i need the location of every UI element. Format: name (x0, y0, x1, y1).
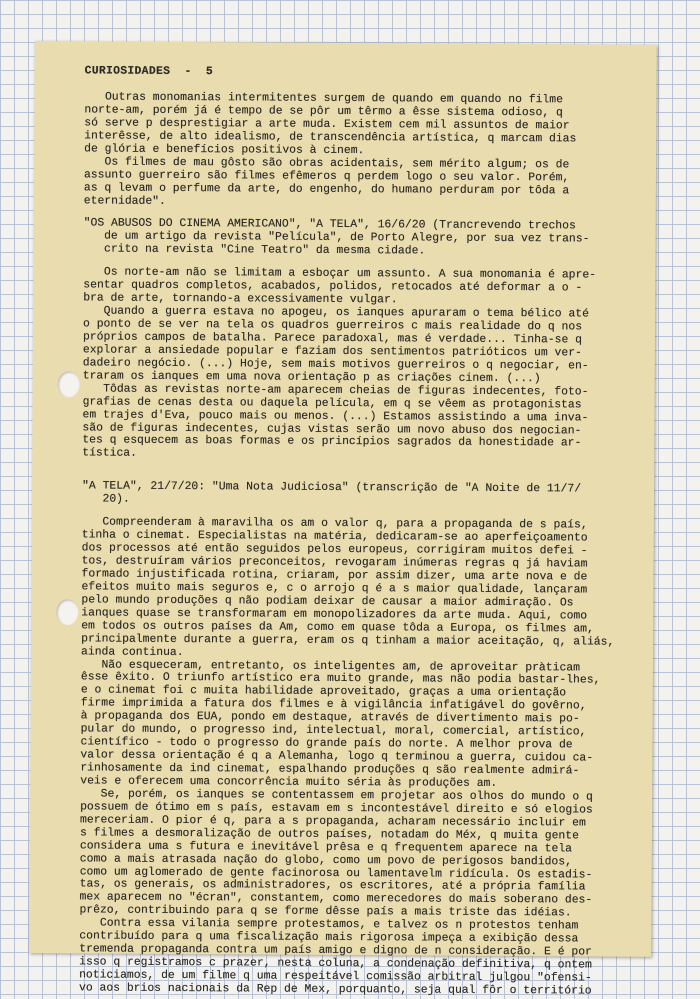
text-line: mex aparecem no "écran", constantem, como merecedores do mais soberano des- (79, 891, 593, 907)
text-line: em todos os outros países da Am, como em quase tôda a Europa, os filmes am, (81, 620, 594, 636)
text-line: dadeiro negócio. (...) Hoje, sem mais motivos guerreiros o q negociar, en- (82, 357, 589, 373)
text-line: noticiamos, de um filme q uma respeitável comissão arbitral julgou "ofensi- (79, 969, 592, 985)
text-line: Se, porém, os ianques se contentassem em projetar aos olhos do mundo o q (80, 788, 593, 804)
punch-hole (58, 371, 80, 397)
text-line: contribuído para q uma fiscalização mais rigorosa impeça a exibição dessa (79, 930, 579, 946)
text-line: Contra essa vilania sempre protestamos, e talvez os n protestos tenham (79, 917, 579, 933)
text-line: principalmente durante a guerra, eram os q tinham a maior aceitação, q, aliás, (81, 633, 615, 649)
text-line: considera uma s futura e inevitável prêsa e q frequentem aparece na tela (79, 840, 573, 856)
text-line: assunto guerreiro são filmes efêmeros q perdem logo o seu valor. Porém, (83, 169, 570, 185)
text-line: as q levam o perfume da arte, do engenho, do humano perduram por tôda a (83, 181, 570, 197)
text-line: êsse êxito. O triunfo artístico era muito grande, mas não podia bastar-lhes, (80, 671, 601, 688)
heading-line: "OS ABUSOS DO CINEMA AMERICANO", "A TELA", 16/6/20 (Trancrevendo trechos (83, 217, 576, 233)
section-body-abusos (82, 267, 663, 465)
text-line: s filmes a desmoralização de outros países, notadam do Méx, q muita gente (79, 827, 579, 843)
text-line: isso q registramos c prazer, nesta coluna, a condenação definitiva, q ontem (79, 956, 592, 972)
text-line: efeitos muito mais seguros e, c o arrojo q é a s maior qualidade, lançaram (81, 581, 588, 597)
text-line: interêsse, de alto idealismo, de transcendência artística, q marcam dias (84, 130, 577, 146)
text-line: científico - todo o progresso do grande país do norte. A melhor prova de (80, 736, 573, 752)
punch-hole (56, 599, 78, 625)
text-line: dos processos até então seguidos pelos europeus, corrigiram muitos defei - (81, 542, 588, 558)
text-line: pular do mundo, o progresso ind, intelectual, moral, comercial, artístico, (80, 723, 587, 739)
text-line: mereceriam. O pior é q, para a s propaganda, acharam necessário incluir em (79, 814, 586, 830)
text-line: explorar a ansiedade popular e faziam dos sentimentos patrióticos um ver- (82, 344, 582, 360)
heading-line: de um artigo da revista "Película", de Porto Alegre, por sua vez trans- (83, 230, 590, 246)
heading-line: crito na revista "Cine Teatro" da mesma cidade. (83, 243, 426, 258)
text-line: traram os ianques em uma nova orientação p as criações cinem. (...) (82, 370, 541, 385)
text-line: como um aglomerado de gente facinorosa ou lamentavelm ridícula. Os estadis- (79, 865, 593, 882)
text-line: Não esqueceram, entretanto, os inteligentes am, de aproveitar pràticam (80, 658, 581, 674)
heading-line: 20). (81, 493, 130, 506)
text-line: tos, destruíram vários preconceitos, revogaram inúmeras regras q já haviam (81, 555, 588, 571)
text-line: possuem de ótimo em s país, estavam em s incontestável direito e só elogios (80, 801, 593, 817)
text-line: Os filmes de mau gôsto são obras acidentais, sem mérito algum; os de (84, 156, 570, 172)
text-line: formado injustificada rotina, criaram, por assim dizer, uma arte nova e de (81, 568, 588, 584)
text-line: tremenda propaganda contra um país amigo e digno de n consideração. E é por (79, 943, 592, 959)
text-line: ianques quase se transformaram em monopolizadores da arte muda. Aqui, como (81, 607, 588, 623)
text-line: Compreenderam à maravilha os am o valor q, para a propaganda de s país, (81, 516, 588, 532)
text-line: vo aos brios nacionais da Rep de Mex, porquanto, seja qual fôr o território (78, 982, 592, 998)
text-line: Outras monomanias intermitentes surgem de quando em quando no filme (84, 91, 563, 107)
text-line: tinha o cinemat. Especialistas na matéria, dedicaram-se ao aperfeiçoamento (81, 529, 588, 545)
text-line: firme imprimida a fatura dos filmes e à vigilância infatigável do govêrno, (80, 697, 587, 713)
text-line: próprios campos de batalha. Parece paradoxal, mas é verdade... Tinha-se q (82, 331, 583, 347)
text-line: são de figuras indecentes, cujas vistas serão um novo abuso dos negocian- (82, 421, 582, 437)
text-line: pelo mundo produções q não podiam deixar de causar a maior admiração. Os (81, 594, 574, 610)
text-line: Quando a guerra estava no apogeu, os ianques apuraram o tema bélico até (83, 305, 589, 321)
text-line: o ponto de se ver na tela os quadros guerreiros c mais realidade do q nos (83, 318, 583, 334)
text-line: e o cinemat foi c muita habilidade aproveitado, graças a uma orientação (80, 684, 567, 700)
text-line: Os norte-am não se limitam a esboçar um assunto. A sua monomania é apre- (83, 266, 597, 282)
text-line: tas, os generais, os administradores, os escritores, até a própria família (79, 878, 586, 894)
section-body-nota-judiciosa (79, 517, 662, 999)
text-line: norte-am, porém já é tempo de se pôr um têrmo a êsse sistema odioso, q (84, 104, 563, 120)
text-line: veis e oferecem uma concorrência muito séria às produções am. (80, 775, 498, 790)
text-line: de glória e benefícios positivos à cinem. (84, 143, 365, 157)
text-line: grafias de cenas desta ou daquela película, em q se vêem as protagonistas (82, 396, 582, 412)
section-heading-nota-judiciosa (82, 481, 662, 510)
text-line: só serve p desprestigiar a arte muda. Existem cem mil assuntos de maior (84, 117, 570, 133)
text-line: rinhosamente da ind cinemat, espalhando produções q são realmente admirá- (80, 762, 580, 778)
text-line: ainda continua. (81, 645, 184, 659)
text-line: bra de arte, tornando-a excessivamente vulgar. (83, 292, 398, 307)
page-header: CURIOSIDADES - 5 (84, 65, 214, 79)
heading-line: "A TELA", 21/7/20: "Uma Nota Judiciosa" (transcrição de "A Noite de 11/7/ (82, 480, 582, 496)
typewritten-page (29, 41, 657, 998)
text-line: Tôdas as revistas norte-am aparecem cheias de figuras indecentes, foto- (82, 383, 589, 399)
intro-paragraphs (84, 91, 665, 211)
text-line: em trajes d'Eva, pouco mais ou menos. (...) Estamos assistindo a uma inva- (82, 408, 589, 425)
text-line: como a mais atrasada nação do globo, como um povo de perigosos bandidos, (79, 852, 572, 868)
text-line: valor dessa orientação é q a Alemanha, logo q terminou a guerra, cuidou ca- (80, 749, 594, 765)
page-text (79, 65, 665, 998)
text-line: à propaganda dos EUA, pondo em destaque, através de divertimento mais po- (80, 710, 580, 726)
section-heading-abusos (83, 218, 663, 260)
text-line: eternidade". (83, 194, 166, 208)
text-line: tes q esquecem as boas formas e os princípios sagrados da honestidade ar- (82, 434, 582, 450)
text-line: tística. (82, 447, 137, 461)
text-line: sentar quadros completos, acabados, polidos, retocados até deformar a o - (83, 279, 583, 295)
text-line: prêzo, contribuindo para q se forme dêsse país a mais triste das idéias. (79, 904, 572, 920)
